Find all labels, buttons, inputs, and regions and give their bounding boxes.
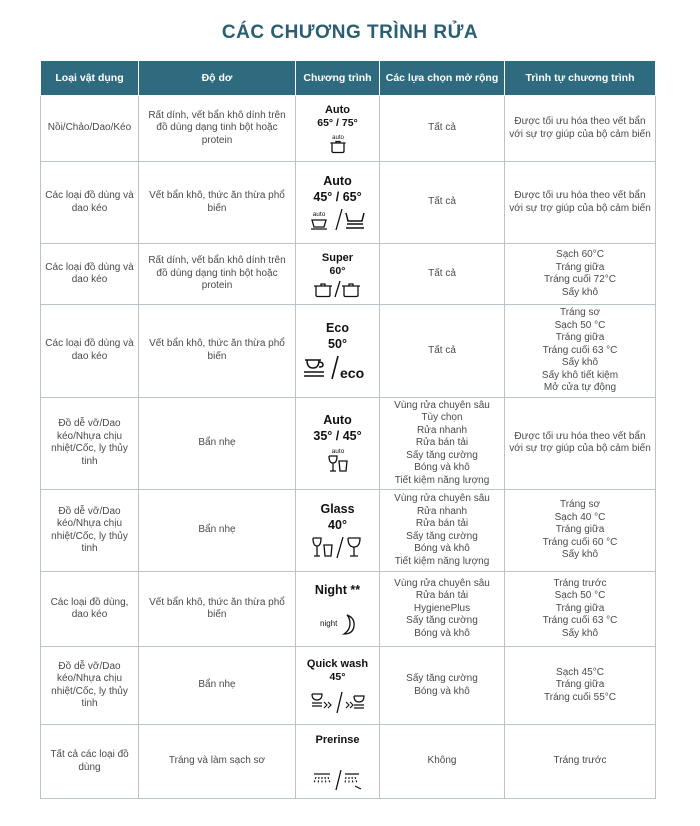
item-cell: Đồ dễ vỡ/Dao kéo/Nhựa chịu nhiệt/Cốc, ly thủy tinh — [41, 490, 139, 572]
program-name: Prerinse — [315, 733, 360, 746]
soil-cell: Rất dính, vết bẩn khô dính trên đồ dùng dạng tinh bột hoặc protein — [139, 96, 296, 162]
option-item: Tiết kiệm năng lượng — [394, 474, 490, 486]
auto-dishes-icon — [300, 207, 375, 231]
program-name: Auto — [324, 104, 351, 116]
program-temp: 45° — [329, 671, 346, 683]
soil-cell: Tráng và làm sạch sơ — [139, 725, 296, 799]
option-item: Bóng và khô — [414, 627, 470, 639]
sequence-step: Sạch 60°C — [556, 249, 604, 260]
options-cell — [380, 572, 505, 647]
option-item: Bóng và khô — [414, 543, 470, 554]
super-pots-icon — [300, 280, 375, 298]
program-name: Eco — [326, 321, 349, 336]
sequence-step: Tráng giữa — [555, 261, 605, 273]
program-temp: 35° / 45° — [313, 428, 362, 443]
option-item: Tất cả — [428, 122, 456, 134]
sequence-step: Tráng trước — [553, 755, 607, 767]
program-cell — [296, 244, 380, 305]
program-temp: 45° / 65° — [313, 190, 362, 204]
options-cell — [380, 305, 505, 398]
program-cell — [296, 647, 380, 725]
item-cell: Đồ dễ vỡ/Dao kéo/Nhựa chịu nhiệt/Cốc, ly thủy tinh — [41, 397, 139, 490]
item-cell: Các loại đồ dùng và dao kéo — [41, 305, 139, 398]
icon-label: night — [319, 618, 337, 628]
option-item: Rửa bán tải — [415, 590, 469, 602]
option-item: Tất cả — [428, 267, 456, 279]
auto-glass-icon — [300, 446, 375, 474]
program-temp: 50° — [328, 337, 347, 352]
sequence-step: Tráng giữa — [555, 679, 605, 691]
options-cell — [380, 725, 505, 799]
table-row — [41, 162, 656, 244]
glass-icon — [300, 535, 375, 559]
soil-cell: Bẩn nhẹ — [139, 490, 296, 572]
program-name: Night ** — [314, 582, 361, 597]
option-item: Vùng rửa chuyên sâu — [394, 493, 490, 504]
sequence-step: Tráng sơ — [559, 307, 601, 318]
soil-cell: Rất dính, vết bẩn khô dính trên đồ dùng dạng tinh bột hoặc protein — [139, 244, 296, 305]
table-header-row — [41, 61, 656, 96]
header-options: Các lựa chọn mở rộng — [380, 61, 505, 96]
program-temp: 60° — [329, 264, 346, 277]
icon-label: auto — [331, 135, 344, 141]
sequence-step: Mở cửa tự động — [543, 382, 617, 393]
option-item: Vùng rửa chuyên sâu — [394, 577, 490, 589]
soil-cell: Bẩn nhẹ — [139, 397, 296, 490]
item-cell: Tất cả các loại đồ dùng — [41, 725, 139, 799]
icon-label: auto — [331, 447, 344, 455]
programs-table — [40, 60, 656, 799]
option-item: Sấy tăng cường — [406, 673, 478, 684]
quick-wash-icon — [300, 690, 375, 714]
option-item: Rửa bán tải — [415, 437, 469, 448]
option-item: Vùng rửa chuyên sâu — [394, 399, 490, 411]
soil-cell: Bẩn nhẹ — [139, 647, 296, 725]
table-row — [41, 572, 656, 647]
sequence-cell: Được tối ưu hóa theo vết bẩn với sự trợ giúp của bộ cảm biến — [505, 397, 656, 490]
options-cell — [380, 647, 505, 725]
page-title: CÁC CHƯƠNG TRÌNH RỬA — [221, 22, 479, 43]
options-cell — [380, 244, 505, 305]
sequence-step: Tráng giữa — [555, 524, 605, 536]
sequence-step: Sấy khô — [561, 627, 599, 639]
sequence-step: Tráng cuối 72°C — [544, 274, 616, 285]
item-cell: Đồ dễ vỡ/Dao kéo/Nhựa chịu nhiệt/Cốc, ly thủy tinh — [41, 647, 139, 725]
option-item: Không — [427, 755, 457, 767]
sequence-step: Tráng cuối 55°C — [544, 691, 616, 703]
header-program: Chương trình — [296, 61, 380, 96]
table-row — [41, 397, 656, 490]
sequence-cell: Được tối ưu hóa theo vết bẩn với sự trợ giúp của bộ cảm biến — [505, 162, 656, 244]
header-soil: Độ dơ — [139, 61, 296, 96]
option-item: Sấy tăng cường — [406, 530, 478, 542]
table-row — [41, 305, 656, 398]
program-cell — [296, 490, 380, 572]
sequence-step: Sạch 50 °C — [554, 590, 606, 602]
program-cell — [296, 725, 380, 799]
program-name: Quick wash — [306, 658, 369, 670]
program-name: Super — [321, 251, 354, 264]
soil-cell: Vết bẩn khô, thức ăn thừa phổ biến — [139, 305, 296, 398]
sequence-step: Sấy khô — [561, 549, 599, 561]
sequence-step: Sấy khô — [561, 286, 599, 298]
option-item: Rửa nhanh — [416, 424, 468, 436]
program-name: Auto — [323, 174, 352, 188]
header-item: Loại vật dụng — [41, 61, 139, 96]
table-row — [41, 244, 656, 305]
sequence-cell — [505, 647, 656, 725]
option-item: Bóng và khô — [414, 462, 470, 473]
sequence-cell — [505, 305, 656, 398]
table-row — [41, 490, 656, 572]
option-item: Sấy tăng cường — [406, 615, 478, 627]
item-cell: Nồi/Chảo/Dao/Kéo — [41, 96, 139, 162]
option-item: Sấy tăng cường — [406, 449, 478, 461]
option-item: Tiết kiệm năng lượng — [394, 555, 490, 567]
options-cell — [380, 490, 505, 572]
program-temp: 65° / 75° — [317, 117, 358, 129]
program-cell — [296, 572, 380, 647]
table-row — [41, 725, 656, 799]
table-row — [41, 96, 656, 162]
program-name: Auto — [323, 412, 352, 427]
item-cell: Các loại đồ dùng và dao kéo — [41, 162, 139, 244]
icon-label: eco — [339, 365, 364, 381]
sequence-cell — [505, 244, 656, 305]
sequence-step: Tráng sơ — [559, 499, 601, 511]
program-cell — [296, 305, 380, 398]
header-sequence: Trình tự chương trình — [505, 61, 656, 96]
program-cell — [296, 162, 380, 244]
sequence-cell — [505, 490, 656, 572]
eco-icon — [300, 354, 375, 380]
sequence-step: Sạch 40 °C — [554, 511, 606, 523]
table-row — [41, 647, 656, 725]
option-item: HygienePlus — [413, 602, 471, 614]
auto-pot-icon — [300, 132, 375, 154]
prerinse-spray-icon — [300, 769, 375, 791]
option-item: Rửa nhanh — [416, 505, 468, 517]
icon-label: auto — [312, 211, 325, 218]
option-item: Tất cả — [428, 196, 456, 208]
options-cell — [380, 397, 505, 490]
option-item: Tất cả — [428, 344, 456, 356]
options-cell — [380, 96, 505, 162]
sequence-step: Tráng cuối 60 °C — [542, 536, 618, 548]
program-name: Glass — [320, 502, 355, 516]
sequence-step: Tráng giữa — [555, 602, 605, 614]
sequence-cell — [505, 725, 656, 799]
soil-cell: Vết bẩn khô, thức ăn thừa phổ biến — [139, 572, 296, 647]
night-moon-icon — [300, 612, 375, 636]
sequence-step: Sấy khô — [561, 357, 599, 368]
sequence-cell — [505, 572, 656, 647]
option-item: Bóng và khô — [414, 685, 470, 697]
sequence-step: Tráng cuối 63 °C — [542, 344, 618, 356]
option-item: Tùy chọn — [421, 412, 463, 423]
sequence-step: Sạch 50 °C — [554, 319, 606, 331]
sequence-step: Tráng giữa — [555, 332, 605, 343]
item-cell: Các loại đồ dùng và dao kéo — [41, 244, 139, 305]
sequence-step: Tráng trước — [553, 577, 607, 589]
sequence-cell: Được tối ưu hóa theo vết bẩn với sự trợ giúp của bộ cảm biến — [505, 96, 656, 162]
item-cell: Các loại đồ dùng, dao kéo — [41, 572, 139, 647]
sequence-step: Sạch 45°C — [556, 666, 604, 678]
sequence-step: Tráng cuối 63 °C — [542, 615, 618, 627]
options-cell — [380, 162, 505, 244]
program-cell — [296, 96, 380, 162]
sequence-step: Sấy khô tiết kiệm — [541, 369, 619, 381]
program-temp: 40° — [328, 518, 347, 532]
soil-cell: Vết bẩn khô, thức ăn thừa phổ biến — [139, 162, 296, 244]
program-cell — [296, 397, 380, 490]
option-item: Rửa bán tải — [415, 518, 469, 529]
